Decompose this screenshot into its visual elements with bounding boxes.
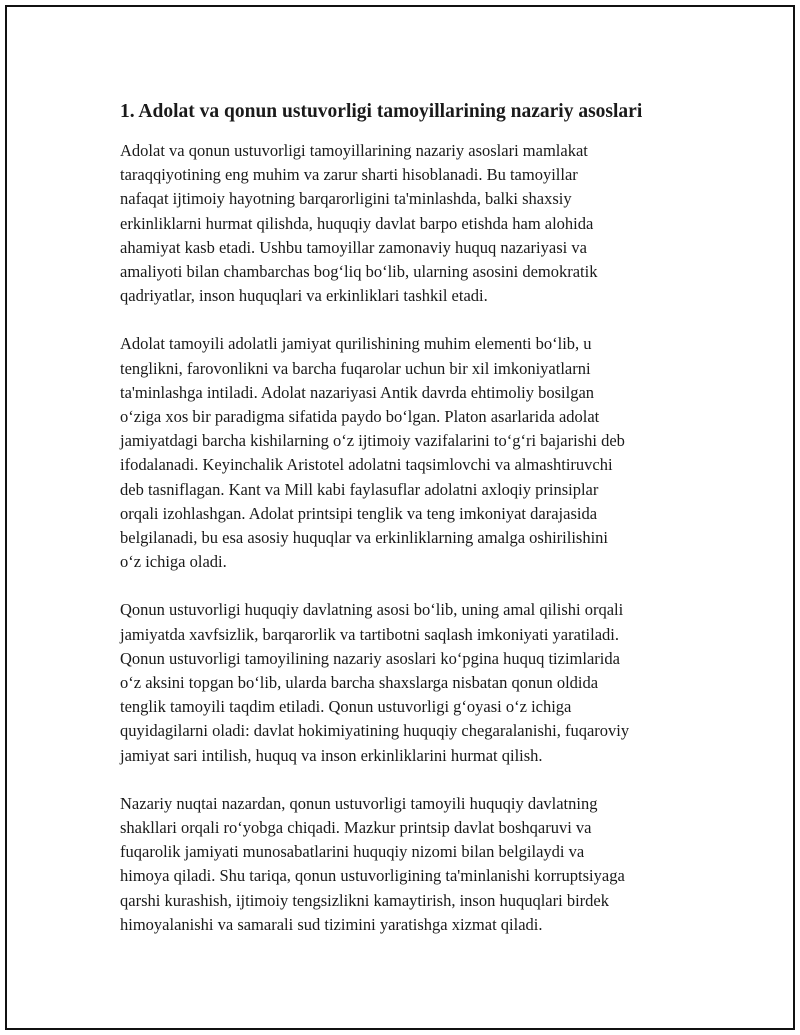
text-line: Nazariy nuqtai nazardan, qonun ustuvorligi tamoyili huquqiy davlatning (120, 793, 598, 813)
text-line: ifodalanadi. Keyinchalik Aristotel adolatni taqsimlovchi va almashtiruvchi (120, 455, 613, 475)
text-line: tenglik tamoyili taqdim etiladi. Qonun ustuvorligi g‘oyasi o‘z ichiga (120, 697, 572, 717)
page-frame (5, 5, 795, 1030)
text-line: taraqqiyotining eng muhim va zarur sharti hisoblanadi. Bu tamoyillar (120, 165, 578, 185)
text-line: deb tasniflagan. Kant va Mill kabi faylasuflar adolatni axloqiy prinsiplar (120, 479, 599, 499)
text-line: jamiyatdagi barcha kishilarning o‘z ijtimoiy vazifalarini to‘g‘ri bajarishi deb (120, 431, 625, 451)
text-line: Adolat va qonun ustuvorligi tamoyillarining nazariy asoslari mamlakat (120, 141, 588, 160)
paragraph-2 (120, 332, 692, 574)
text-line: amaliyoti bilan chambarchas bog‘liq bo‘lib, ularning asosini demokratik (120, 262, 598, 282)
text-line: Qonun ustuvorligi huquqiy davlatning asosi bo‘lib, uning amal qilishi orqali (120, 600, 624, 620)
document-body (120, 99, 692, 961)
paragraph-4 (120, 792, 692, 937)
text-line: himoya qiladi. Shu tariqa, qonun ustuvorligining ta'minlanishi korruptsiyaga (120, 866, 625, 886)
text-line: fuqarolik jamiyati munosabatlarini huquqiy nizomi bilan belgilaydi va (120, 842, 585, 862)
text-line: erkinliklarni hurmat qilishda, huquqiy davlat barpo etishda ham alohida (120, 213, 594, 233)
text-line: ta'minlashga intiladi. Adolat nazariyasi Antik davrda ehtimoliy bosilgan (120, 382, 595, 402)
text-line: o‘z ichiga oladi. (120, 552, 227, 572)
paragraph-3 (120, 598, 692, 767)
text-line: himoyalanishi va samarali sud tizimini yaratishga xizmat qiladi. (120, 914, 543, 934)
section-heading: 1. Adolat va qonun ustuvorligi tamoyillarining nazariy asoslari (120, 101, 643, 122)
text-line: Qonun ustuvorligi tamoyilining nazariy asoslari ko‘pgina huquq tizimlarida (120, 648, 620, 668)
text-line: qadriyatlar, inson huquqlari va erkinliklari tashkil etadi. (120, 286, 488, 306)
text-line: quyidagilarni oladi: davlat hokimiyatining huquqiy chegaralanishi, fuqaroviy (120, 721, 630, 741)
text-line: Adolat tamoyili adolatli jamiyat qurilishining muhim elementi bo‘lib, u (120, 334, 592, 354)
text-line: o‘ziga xos bir paradigma sifatida paydo bo‘lgan. Platon asarlarida adolat (120, 407, 600, 427)
text-line: nafaqat ijtimoiy hayotning barqarorligini ta'minlashda, balki shaxsiy (120, 189, 572, 209)
text-line: jamiyatda xavfsizlik, barqarorlik va tartibotni saqlash imkoniyati yaratiladi. (120, 624, 619, 644)
text-line: jamiyat sari intilish, huquq va inson erkinliklarini hurmat qilish. (120, 745, 543, 765)
text-line: qarshi kurashish, ijtimoiy tengsizlikni kamaytirish, inson huquqlari birdek (120, 890, 609, 910)
text-line: o‘z aksini topgan bo‘lib, ularda barcha shaxslarga nisbatan qonun oldida (120, 673, 599, 693)
text-line: belgilanadi, bu esa asosiy huquqlar va erkinliklarning amalga oshirilishini (120, 528, 609, 548)
text-line: ahamiyat kasb etadi. Ushbu tamoyillar zamonaviy huquq nazariyasi va (120, 237, 587, 257)
text-line: tenglikni, farovonlikni va barcha fuqarolar uchun bir xil imkoniyatlarni (120, 358, 591, 378)
text-line: orqali izohlashgan. Adolat printsipi tenglik va teng imkoniyat darajasida (120, 503, 598, 523)
text-line: shakllari orqali ro‘yobga chiqadi. Mazkur printsip davlat boshqaruvi va (120, 818, 592, 838)
paragraph-1 (120, 139, 692, 308)
